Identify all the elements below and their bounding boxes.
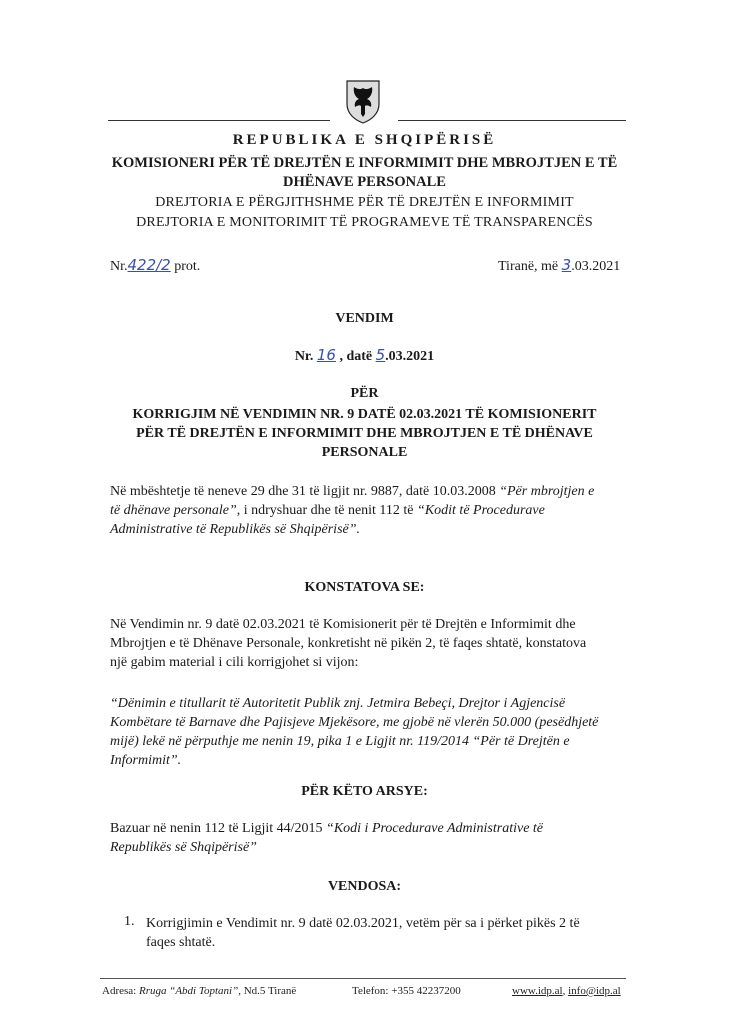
footer-rule [100,978,626,979]
item-1-text [146,914,636,952]
protocol-number [110,256,200,275]
place-date-rest: .03.2021 [571,259,621,274]
subject-line-2: PËR TË DREJTËN E INFORMIMIT DHE MBROJTJEN E TË DHËNAVE [136,426,593,441]
reasons-code-title: “Kodi i Procedurave Administrative të [326,821,544,836]
item-1-line-1: Korrigjimin e Vendimit nr. 9 datë 02.03.2021, vetëm për sa i përket pikës 2 të [146,916,580,931]
reasons-heading: PËR KËTO ARSYE: [301,784,428,799]
protocol-suffix: prot. [174,259,201,274]
footer-contacts [512,985,621,997]
directorate-general: DREJTORIA E PËRGJITHSHME PËR TË DREJTËN E INFORMIMIT [155,195,574,210]
reasons-line-2: Republikës së Shqipërisë” [110,840,257,855]
place-date [498,256,620,275]
basis-line-2 [110,501,636,520]
protocol-handwritten: 422/2 [127,256,171,274]
vendosa-heading: VENDOSA: [327,879,402,894]
reasons-line-1-text: Bazuar në nenin 112 të Ligjit 44/2015 [110,821,327,836]
header-rule-right [398,120,626,121]
konstatova-line-2: Mbrojtjen e të Dhënave Personale, konkretisht në pikën 2, të faqes shtatë, konstatova [110,636,587,651]
address-street: Rruga “Abdi Toptani” [138,985,239,997]
decision-date-rest: .03.2021 [385,349,435,364]
email-link[interactable]: info@idp.al [568,985,621,997]
footer-phone: Telefon: +355 42237200 [352,985,461,997]
decision-subject [0,405,729,462]
decision-title: VENDIM [335,311,394,326]
reasons-paragraph [110,819,636,857]
basis-law-title: “Për mbrojtjen e [499,484,595,499]
commissioner-line-2: DHËNAVE PERSONALE [283,174,446,190]
albanian-emblem-icon [343,78,383,124]
konstatova-line-3: një gabim material i cili korrigjohet si vijon: [110,655,359,670]
commissioner-line-1: KOMISIONERI PËR TË DREJTËN E INFORMIMIT DHE MBROJTJEN E TË [111,155,618,171]
decision-nr-prefix: Nr. [294,349,314,364]
decision-nr-handwritten: 16 [316,346,336,364]
basis-line-2-text: , i ndryshuar dhe të nenit 112 të [236,503,418,518]
basis-law-title-end: të dhënave personale” [110,503,237,518]
quote-line-2: Kombëtare të Barnave dhe Pajisjeve Mjekësore, me gjobë në vlerën 50.000 (pesëdhjetë [110,715,599,730]
legal-basis-paragraph [110,482,636,539]
decision-date-prefix: , datë [339,349,373,364]
decision-day-handwritten: 5 [375,346,386,364]
quote-line-4: Informimit”. [110,753,182,768]
address-label: Adresa: [102,985,139,997]
protocol-prefix: Nr. [110,259,128,274]
subject-line-3: PERSONALE [321,445,408,460]
konstatova-heading: KONSTATOVA SE: [304,580,425,595]
quote-line-1: “Dënimin e titullarit të Autoritetit Publik znj. Jetmira Bebeçi, Drejtor i Agjencisë [110,696,566,711]
directorate-monitoring: DREJTORIA E MONITORIMIT TË PROGRAMEVE TË TRANSPARENCËS [136,215,593,230]
place-prefix: Tiranë, më [498,259,559,274]
header-rule-left [108,120,330,121]
website-link[interactable]: www.idp.al [512,985,563,997]
konstatova-quote [110,694,636,770]
commissioner-title [90,154,639,192]
decision-per: PËR [350,386,379,401]
item-1-number: 1. [124,914,135,929]
konstatova-line-1: Në Vendimin nr. 9 datë 02.03.2021 të Komisionerit për të Drejtën e Informimit dhe [110,617,576,632]
basis-code-title: “Kodit të Procedurave [417,503,545,518]
reasons-line-1 [110,819,636,838]
quote-line-3: mijë) lekë në përputhje me nenin 19, pika 1 e Ligjit nr. 119/2014 “Për të Drejtën e [110,734,570,749]
place-day-handwritten: 3 [561,256,572,274]
basis-line-3: Administrative të Republikës së Shqipërisë”. [110,522,361,537]
footer-address [102,985,296,997]
address-rest: , Nd.5 Tiranë [238,985,297,997]
contact-separator: , [562,985,569,997]
konstatova-paragraph [110,615,636,672]
decision-number [0,346,729,365]
subject-line-1: KORRIGJIM NË VENDIMIN NR. 9 DATË 02.03.2021 TË KOMISIONERIT [132,407,597,422]
basis-line-1 [110,482,636,501]
item-1-line-2: faqes shtatë. [146,935,216,950]
republic-title: REPUBLIKA E SHQIPËRISË [232,132,497,148]
basis-line-1-text: Në mbështetje të neneve 29 dhe 31 të ligjit nr. 9887, datë 10.03.2008 [110,484,500,499]
